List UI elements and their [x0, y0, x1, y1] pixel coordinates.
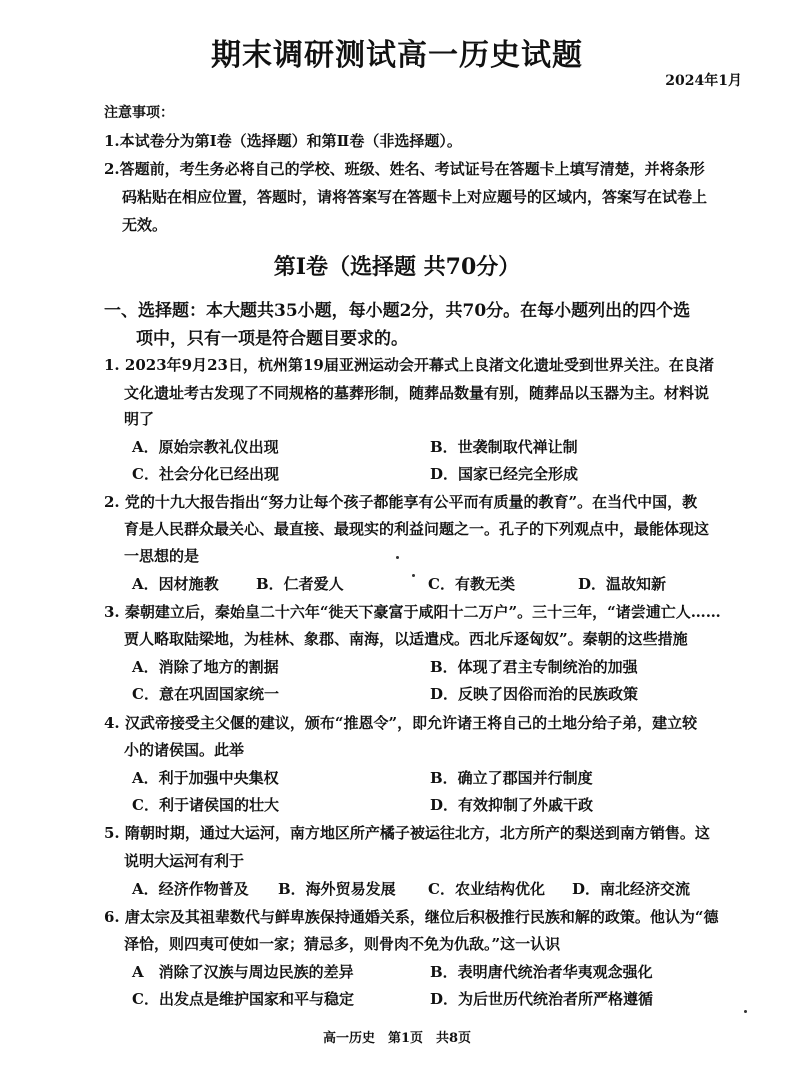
scan-speck	[412, 574, 415, 577]
question-3-option-b[interactable]: B．体现了君主专制统治的加强	[430, 658, 638, 676]
notice-item-2-line-2: 码粘贴在相应位置，答题时，请将答案写在答题卡上对应题号的区域内，答案写在试卷上	[122, 188, 708, 206]
question-4-line-1: 4. 汉武帝接受主父偃的建议，颁布“推恩令”，即允许诸王将自己的土地分给子弟，建立较	[104, 714, 698, 732]
question-2-option-d[interactable]: D．温故知新	[578, 575, 667, 593]
question-2-line-1: 2. 党的十九大报告指出“努力让每个孩子都能享有公平而有质量的教育”。在当代中国，教	[104, 493, 698, 511]
section-intro-line-2: 项中，只有一项是符合题目要求的。	[136, 329, 408, 349]
question-2-line-2: 育是人民群众最关心、最直接、最现实的利益问题之一。孔子的下列观点中，最能体现这	[124, 520, 710, 538]
section-intro-line-1: 一、选择题：本大题共35小题，每小题2分，共70分。在每小题列出的四个选	[104, 301, 691, 321]
section-title: 第Ⅰ卷（选择题 共70分）	[273, 254, 521, 280]
question-1-option-c[interactable]: C．社会分化已经出现	[132, 465, 279, 483]
question-5-option-d[interactable]: D．南北经济交流	[572, 880, 691, 898]
question-5-line-2: 说明大运河有利于	[124, 852, 245, 870]
question-3-line-1: 3. 秦朝建立后，秦始皇二十六年“徙天下豪富于咸阳十二万户”。三十三年，“诸尝逋亡人……	[104, 603, 721, 621]
question-2-option-b[interactable]: B．仁者爱人	[256, 575, 344, 593]
page-footer: 高一历史 第1页 共8页	[322, 1031, 472, 1046]
question-3-option-d[interactable]: D．反映了因俗而治的民族政策	[430, 685, 639, 703]
question-3-option-a[interactable]: A．消除了地方的割据	[132, 658, 279, 676]
question-6-option-c[interactable]: C．出发点是维护国家和平与稳定	[132, 990, 354, 1008]
question-4-line-2: 小的诸侯国。此举	[124, 741, 245, 759]
scan-speck	[744, 1010, 747, 1013]
question-1-option-d[interactable]: D．国家已经完全形成	[430, 465, 579, 483]
notice-item-2-line-1: 2.答题前，考生务必将自己的学校、班级、姓名、考试证号在答题卡上填写清楚，并将条形	[104, 160, 705, 178]
question-1-line-1: 1. 2023年9月23日，杭州第19届亚洲运动会开幕式上良渚文化遗址受到世界关注。在良渚	[104, 356, 714, 374]
question-4-option-a[interactable]: A．利于加强中央集权	[132, 769, 279, 787]
question-6-line-2: 泽恰，则四夷可使如一家；猜忌多，则骨肉不免为仇敌。”这一认识	[124, 935, 561, 953]
question-3-option-c[interactable]: C．意在巩固国家统一	[132, 685, 279, 703]
question-2-option-a[interactable]: A．因材施教	[132, 575, 219, 593]
question-1-option-b[interactable]: B．世袭制取代禅让制	[430, 438, 578, 456]
question-6-option-d[interactable]: D．为后世历代统治者所严格遵循	[430, 990, 654, 1008]
question-5-line-1: 5. 隋朝时期，通过大运河，南方地区所产橘子被运往北方，北方所产的梨送到南方销售。这	[104, 824, 710, 842]
question-5-option-a[interactable]: A．经济作物普及	[132, 880, 249, 898]
question-6-line-1: 6. 唐太宗及其祖辈数代与鲜卑族保持通婚关系，继位后积极推行民族和解的政策。他认为“德	[104, 908, 719, 926]
question-5-option-c[interactable]: C．农业结构优化	[428, 880, 545, 898]
exam-date: 2024年1月	[665, 73, 742, 89]
question-1-line-2: 文化遗址考古发现了不同规格的墓葬形制，随葬品数量有别，随葬品以玉器为主。材料说	[124, 384, 710, 402]
question-4-option-c[interactable]: C．利于诸侯国的壮大	[132, 796, 279, 814]
question-1-line-3: 明了	[124, 410, 155, 428]
notice-item-2-line-3: 无效。	[122, 216, 168, 234]
page-title: 期末调研测试高一历史试题	[211, 38, 583, 73]
notice-heading: 注意事项：	[104, 105, 174, 121]
question-1-option-a[interactable]: A．原始宗教礼仪出现	[132, 438, 279, 456]
question-2-option-c[interactable]: C．有教无类	[428, 575, 515, 593]
question-6-option-b[interactable]: B．表明唐代统治者华夷观念强化	[430, 963, 653, 981]
question-4-option-d[interactable]: D．有效抑制了外戚干政	[430, 796, 594, 814]
question-4-option-b[interactable]: B．确立了郡国并行制度	[430, 769, 593, 787]
question-6-option-a[interactable]: A 消除了汉族与周边民族的差异	[132, 963, 354, 981]
question-5-option-b[interactable]: B．海外贸易发展	[278, 880, 396, 898]
question-2-line-3: 一思想的是	[124, 547, 200, 565]
notice-item-1: 1.本试卷分为第Ⅰ卷（选择题）和第Ⅱ卷（非选择题）。	[104, 132, 462, 150]
question-3-line-2: 贾人略取陆梁地，为桂林、象郡、南海，以适遣戍。西北斥逐匈奴”。秦朝的这些措施	[124, 630, 688, 648]
scan-speck	[396, 556, 399, 559]
